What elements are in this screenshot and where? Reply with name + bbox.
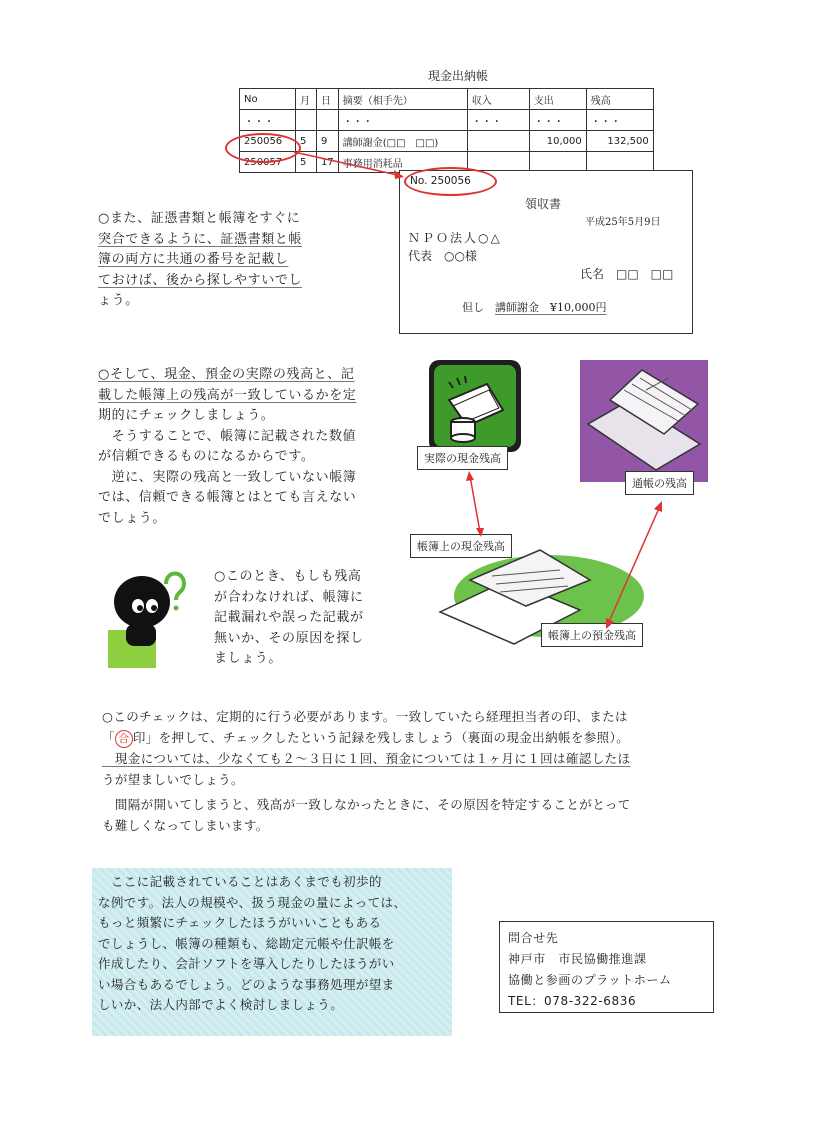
cell-balance: 132,500 [586, 131, 653, 152]
cell-month: 5 [296, 131, 317, 152]
text-line: 作成したり、会計ソフトを導入したりしたほうがい [98, 956, 395, 971]
cell-day: 9 [317, 131, 339, 152]
text-fragment: 「 [102, 730, 115, 745]
cash-icon [429, 360, 521, 452]
header-no: No [240, 89, 296, 110]
text-line: ○このチェックは、定期的に行う必要があります。一致していたら経理担当者の印、または [102, 709, 628, 724]
thinking-character-icon [90, 560, 200, 670]
text-line: そうすることで、帳簿に記載された数値 [98, 428, 357, 444]
cell-month: 5 [296, 152, 317, 173]
text-line: ょう。 [98, 293, 139, 308]
header-month: 月 [296, 89, 317, 110]
cell-expense: 10,000 [529, 131, 586, 152]
contact-dept: 神戸市 市民協働推進課 [508, 952, 647, 966]
table-row [240, 110, 654, 131]
label-book-cash: 帳簿上の現金残高 [410, 534, 512, 558]
text-line: が合わなければ、帳簿に [214, 589, 364, 605]
dots-cell: ・・・ [529, 110, 586, 131]
text-line: 間隔が開いてしまうと、残高が一致しなかったときに、その原因を特定することがとって [102, 797, 631, 812]
label-passbook-balance: 通帳の残高 [625, 471, 694, 495]
label-book-deposit: 帳簿上の預金残高 [541, 623, 643, 647]
receipt-number: No. 250056 [410, 175, 471, 187]
contact-heading: 問合せ先 [508, 931, 559, 945]
text-line: ここに記載されていることはあくまでも初歩的 [98, 874, 382, 889]
receipt-note-prefix: 但し [462, 301, 484, 314]
double-arrow-cash [460, 470, 490, 540]
paragraph-find-cause [214, 567, 364, 670]
cell-income [467, 131, 529, 152]
text-line: でしょうし、帳簿の種類も、総勘定元帳や仕訳帳を [98, 935, 395, 951]
receipt-to-org: ＮＰＯ法人○△ [408, 231, 502, 245]
receipt-to-rep: 代表 ○○様 [408, 249, 477, 263]
cell-description: 講師謝金(□□ □□) [338, 131, 467, 152]
dots-cell: ・・・ [467, 110, 529, 131]
text-line: 無いか、その原因を探し [214, 630, 364, 646]
text-line: も難しくなってしまいます。 [102, 818, 269, 833]
text-line: では、信頼できる帳簿とはとても言えない [98, 490, 357, 505]
note-box [92, 868, 452, 1036]
connector-arrow [290, 146, 410, 186]
passbook-icon [580, 360, 708, 482]
text-line: 逆に、実際の残高と一致していない帳簿 [98, 469, 357, 485]
text-line: ○また、証憑書類と帳簿をすぐに [98, 211, 301, 226]
double-arrow-deposit [600, 500, 670, 630]
dots-cell: ・・・ [586, 110, 653, 131]
cell-day: 17 [317, 152, 339, 173]
table-header-row [240, 89, 654, 110]
header-description: 摘要（相手先） [338, 89, 467, 110]
contact-section: 協働と参画のプラットホーム [508, 973, 672, 987]
cell-no: 250056 [240, 131, 296, 152]
label-actual-cash: 実際の現金残高 [417, 446, 508, 470]
text-line: しいか、法人内部でよく検討しましょう。 [98, 997, 344, 1012]
receipt-note-detail: 講師謝金 ¥10,000円 [495, 301, 607, 314]
header-balance: 残高 [586, 89, 653, 110]
stamp-icon: 合 [115, 730, 133, 748]
empty-cell [317, 110, 339, 131]
ledger-title: 現金出納帳 [428, 69, 489, 83]
highlight-oval-receipt [404, 167, 497, 196]
receipt-title: 領収書 [525, 197, 562, 211]
cell-description: 事務用消耗品 [338, 152, 467, 173]
text-line: 記載漏れや誤った記載が [214, 610, 364, 625]
text-line: 現金については、少なくても２〜３日に１回、預金については１ヶ月に１回は確認したほ [102, 751, 631, 766]
paragraph-periodic-check [102, 706, 631, 836]
text-line: ○このとき、もしも残高 [214, 569, 362, 584]
header-expense: 支出 [529, 89, 586, 110]
text-line: い場合もあるでしょう。どのような事務処理が望ま [98, 976, 395, 992]
empty-cell [296, 110, 317, 131]
dots-cell: ・・・ [240, 110, 296, 131]
text-line-stamp [102, 727, 631, 748]
text-line: もっと頻繁にチェックしたほうがいいこともある [98, 915, 382, 930]
text-line: な例です。法人の規模や、扱う現金の量によっては、 [98, 894, 407, 910]
text-line: うが望ましいでしょう。 [102, 772, 244, 787]
contact-tel: TEL：078-322-6836 [508, 994, 637, 1008]
header-income: 収入 [467, 89, 529, 110]
paragraph-balance-check [98, 365, 356, 529]
paragraph-voucher-numbering [98, 209, 302, 312]
text-line: でしょう。 [98, 510, 167, 526]
text-line: ○そして、現金、預金の実際の残高と、記 [98, 367, 355, 382]
text-line: 期的にチェックしましょう。 [98, 408, 275, 423]
receipt-date: 平成25年5月9日 [585, 217, 661, 228]
text-line: が信頼できるものになるからです。 [98, 449, 315, 464]
text-line: 突合できるように、証憑書類と帳 [98, 231, 303, 247]
text-fragment: 印」を押して、チェックしたという記録を残しましょう（裏面の現金出納帳を参照）。 [132, 730, 630, 745]
text-line: ましょう。 [214, 651, 283, 666]
text-line: 簿の両方に共通の番号を記載し [98, 252, 289, 267]
cell-no: 250057 [240, 152, 296, 173]
contact-box [499, 921, 714, 1013]
header-day: 日 [317, 89, 339, 110]
receipt-note [462, 299, 607, 315]
dots-cell: ・・・ [338, 110, 467, 131]
receipt-name: 氏名 □□ □□ [580, 267, 674, 281]
text-line: ておけば、後から探しやすいでし [98, 272, 303, 288]
text-line: 載した帳簿上の残高が一致しているかを定 [98, 387, 357, 403]
